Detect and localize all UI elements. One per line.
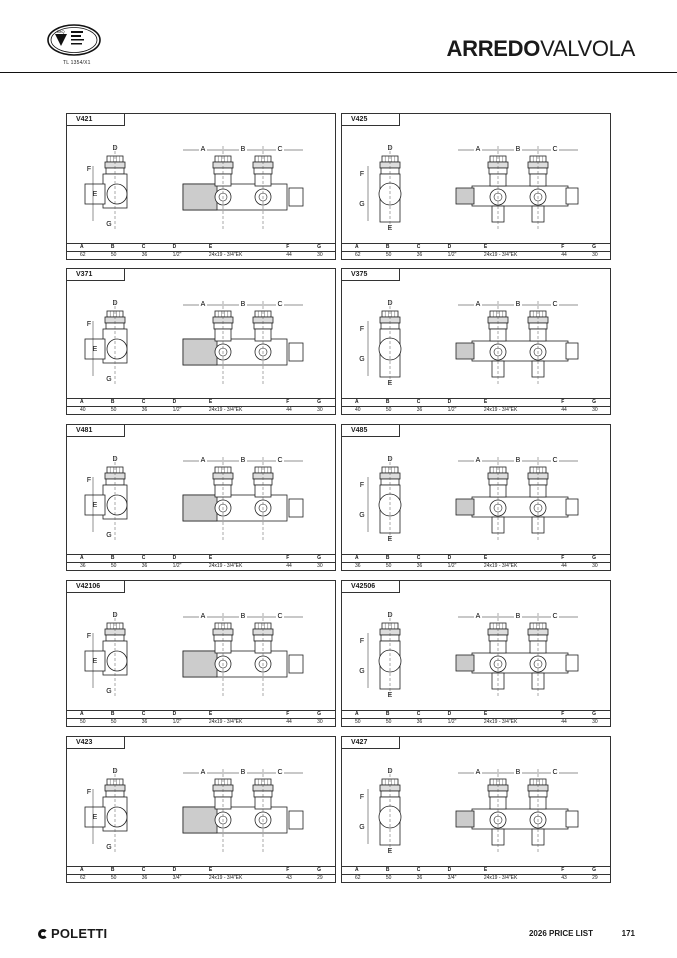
certification-code: TL 1354/X1 <box>63 60 91 66</box>
column-header: C <box>404 867 435 875</box>
header-divider <box>0 72 677 73</box>
product-card <box>341 424 611 571</box>
dimension-label: A <box>475 301 481 308</box>
dimension-label: D <box>112 300 118 307</box>
column-header: F <box>273 711 304 719</box>
dimension-label: F <box>86 321 92 328</box>
dimension-label: E <box>387 848 393 855</box>
dimension-value: 50 <box>373 407 404 415</box>
dimension-value: 24x19 - 3/4"EK <box>471 719 548 727</box>
technical-drawing <box>342 437 610 555</box>
dimension-label: C <box>277 146 283 153</box>
dimension-label: D <box>387 300 393 307</box>
dimension-label: F <box>86 633 92 640</box>
dimension-value: 1/2" <box>435 407 471 415</box>
column-header: G <box>304 244 335 252</box>
dimension-value: 44 <box>548 563 579 571</box>
technical-drawing <box>67 281 335 399</box>
dimension-label: B <box>240 613 246 620</box>
dimension-label: G <box>106 376 112 383</box>
dimension-value: 44 <box>548 407 579 415</box>
dimension-label: G <box>106 221 112 228</box>
dimension-value: 36 <box>129 875 160 883</box>
dimension-value: 1/2" <box>435 252 471 260</box>
dimension-value: 1/2" <box>160 563 196 571</box>
dimension-label: E <box>92 346 98 353</box>
column-header: C <box>404 399 435 407</box>
column-header: A <box>67 399 98 407</box>
dimension-label: D <box>112 612 118 619</box>
dimension-table <box>67 243 335 259</box>
dimension-label: D <box>112 456 118 463</box>
dimension-value: 30 <box>304 563 335 571</box>
dimension-value: 36 <box>404 407 435 415</box>
column-header: C <box>404 244 435 252</box>
column-header: A <box>342 399 373 407</box>
dimension-value: 1/2" <box>160 252 196 260</box>
dimension-value: 30 <box>304 719 335 727</box>
product-code: V42506 <box>342 581 400 593</box>
column-header: F <box>548 867 579 875</box>
dimension-label: A <box>475 613 481 620</box>
dimension-label: D <box>387 456 393 463</box>
column-header: E <box>471 867 548 875</box>
column-header: B <box>373 867 404 875</box>
dimension-label: C <box>552 146 558 153</box>
dimension-table-header <box>67 555 335 563</box>
dimension-value: 50 <box>342 719 373 727</box>
column-header: D <box>160 867 196 875</box>
dimension-table-header <box>342 399 610 407</box>
dimension-value: 24x19 - 3/4"EK <box>196 407 273 415</box>
dimension-label: E <box>92 658 98 665</box>
dimension-table-row <box>67 719 335 727</box>
product-card <box>66 113 336 260</box>
dimension-table-header <box>342 244 610 252</box>
product-code: V42106 <box>67 581 125 593</box>
column-header: E <box>471 399 548 407</box>
dimension-label: G <box>359 512 365 519</box>
column-header: C <box>129 399 160 407</box>
dimension-label: G <box>359 668 365 675</box>
footer-logo <box>38 926 107 941</box>
dimension-label: C <box>552 613 558 620</box>
dimension-value: 36 <box>129 719 160 727</box>
dimension-value: 43 <box>273 875 304 883</box>
dimension-label: B <box>515 457 521 464</box>
dimension-label: F <box>86 477 92 484</box>
dimension-label: B <box>240 301 246 308</box>
dimension-table <box>67 866 335 882</box>
dimension-value: 43 <box>548 875 579 883</box>
column-header: E <box>471 711 548 719</box>
column-header: G <box>579 244 610 252</box>
dimension-value: 50 <box>98 719 129 727</box>
dimension-label: C <box>277 613 283 620</box>
dimension-label: A <box>200 613 206 620</box>
column-header: G <box>304 711 335 719</box>
column-header: D <box>435 555 471 563</box>
column-header: A <box>67 555 98 563</box>
technical-drawing <box>342 749 610 867</box>
dimension-label: F <box>359 171 365 178</box>
column-header: G <box>579 711 610 719</box>
dimension-value: 24x19 - 3/4"EK <box>471 252 548 260</box>
product-code: V425 <box>342 114 400 126</box>
dimension-label: B <box>515 301 521 308</box>
dimension-value: 50 <box>373 719 404 727</box>
dimension-label: F <box>359 482 365 489</box>
column-header: A <box>67 244 98 252</box>
column-header: F <box>548 711 579 719</box>
dimension-value: 1/2" <box>160 719 196 727</box>
column-header: D <box>160 244 196 252</box>
column-header: E <box>196 711 273 719</box>
dimension-table-row <box>67 563 335 571</box>
dimension-label: C <box>552 457 558 464</box>
dimension-table <box>67 710 335 726</box>
dimension-value: 36 <box>342 563 373 571</box>
dimension-table-row <box>67 407 335 415</box>
dimension-value: 50 <box>373 252 404 260</box>
dimension-label: G <box>106 532 112 539</box>
dimension-table-row <box>342 563 610 571</box>
column-header: B <box>98 867 129 875</box>
column-header: B <box>373 711 404 719</box>
column-header: E <box>196 244 273 252</box>
product-card <box>66 424 336 571</box>
column-header: A <box>342 555 373 563</box>
brand-title-bold: ARREDO <box>446 36 541 61</box>
dimension-label: B <box>240 769 246 776</box>
dimension-label: E <box>92 502 98 509</box>
dimension-table-header <box>342 711 610 719</box>
dimension-value: 24x19 - 3/4"EK <box>471 563 548 571</box>
dimension-label: A <box>200 301 206 308</box>
column-header: G <box>579 555 610 563</box>
column-header: G <box>304 399 335 407</box>
dimension-label: E <box>387 692 393 699</box>
column-header: D <box>160 399 196 407</box>
dimension-label: B <box>240 146 246 153</box>
dimension-label: A <box>200 457 206 464</box>
dimension-value: 44 <box>273 719 304 727</box>
column-header: B <box>98 399 129 407</box>
product-code: V427 <box>342 737 400 749</box>
technical-drawing <box>342 126 610 244</box>
column-header: C <box>129 867 160 875</box>
column-header: E <box>196 867 273 875</box>
dimension-value: 50 <box>373 875 404 883</box>
dimension-table-row <box>67 875 335 883</box>
dimension-value: 36 <box>129 407 160 415</box>
column-header: A <box>342 867 373 875</box>
column-header: D <box>435 867 471 875</box>
dimension-value: 30 <box>579 407 610 415</box>
product-card <box>66 580 336 727</box>
column-header: B <box>373 555 404 563</box>
technical-drawing <box>342 281 610 399</box>
dimension-table <box>342 243 610 259</box>
column-header: A <box>67 711 98 719</box>
column-header: D <box>435 399 471 407</box>
dimension-value: 50 <box>98 407 129 415</box>
column-header: D <box>435 244 471 252</box>
dimension-value: 62 <box>67 252 98 260</box>
dimension-label: G <box>359 824 365 831</box>
dimension-value: 36 <box>404 252 435 260</box>
dimension-label: D <box>387 145 393 152</box>
dimension-value: 24x19 - 3/4"EK <box>196 719 273 727</box>
dimension-value: 62 <box>342 875 373 883</box>
dimension-label: E <box>387 225 393 232</box>
column-header: C <box>129 711 160 719</box>
dimension-value: 36 <box>129 252 160 260</box>
column-header: C <box>129 555 160 563</box>
technical-drawing <box>342 593 610 711</box>
dimension-value: 62 <box>342 252 373 260</box>
column-header: B <box>98 244 129 252</box>
column-header: F <box>548 399 579 407</box>
dimension-value: 50 <box>67 719 98 727</box>
product-card <box>66 736 336 883</box>
dimension-value: 50 <box>98 563 129 571</box>
product-card <box>341 268 611 415</box>
column-header: B <box>98 555 129 563</box>
dimension-value: 44 <box>273 563 304 571</box>
dimension-table-row <box>342 875 610 883</box>
dimension-label: F <box>359 326 365 333</box>
dimension-value: 1/2" <box>435 719 471 727</box>
dimension-table-header <box>342 867 610 875</box>
dimension-value: 50 <box>373 563 404 571</box>
dimension-table <box>342 710 610 726</box>
dimension-value: 1/2" <box>435 563 471 571</box>
dimension-table <box>67 554 335 570</box>
dimension-value: 50 <box>98 875 129 883</box>
dimension-value: 24x19 - 3/4"EK <box>471 875 548 883</box>
technical-drawing <box>67 437 335 555</box>
brand-title-light: VALVOLA <box>540 36 635 61</box>
dimension-value: 44 <box>548 252 579 260</box>
dimension-value: 40 <box>342 407 373 415</box>
column-header: E <box>471 244 548 252</box>
dimension-table <box>342 554 610 570</box>
product-code: V481 <box>67 425 125 437</box>
dimension-value: 62 <box>67 875 98 883</box>
product-code: V371 <box>67 269 125 281</box>
product-code: V421 <box>67 114 125 126</box>
column-header: F <box>548 555 579 563</box>
column-header: C <box>404 555 435 563</box>
price-list-label: 2026 PRICE LIST <box>528 929 593 938</box>
page-number: 171 <box>621 929 635 938</box>
product-card <box>341 580 611 727</box>
svg-text:IMQ: IMQ <box>57 29 65 34</box>
dimension-label: D <box>112 145 118 152</box>
dimension-label: D <box>112 768 118 775</box>
dimension-label: B <box>515 146 521 153</box>
dimension-label: E <box>387 380 393 387</box>
dimension-table <box>342 398 610 414</box>
dimension-label: G <box>106 688 112 695</box>
dimension-table-header <box>67 399 335 407</box>
dimension-value: 30 <box>579 563 610 571</box>
column-header: A <box>67 867 98 875</box>
product-code: V485 <box>342 425 400 437</box>
column-header: G <box>304 555 335 563</box>
dimension-label: E <box>387 536 393 543</box>
dimension-label: B <box>240 457 246 464</box>
column-header: F <box>273 555 304 563</box>
dimension-value: 1/2" <box>160 407 196 415</box>
column-header: B <box>373 244 404 252</box>
page-header <box>0 0 677 80</box>
dimension-value: 30 <box>579 252 610 260</box>
dimension-value: 24x19 - 3/4"EK <box>471 407 548 415</box>
dimension-value: 36 <box>404 563 435 571</box>
dimension-table-row <box>342 252 610 260</box>
dimension-label: F <box>86 789 92 796</box>
dimension-value: 40 <box>67 407 98 415</box>
dimension-label: G <box>359 201 365 208</box>
dimension-table-header <box>67 244 335 252</box>
dimension-value: 30 <box>304 252 335 260</box>
product-code: V375 <box>342 269 400 281</box>
dimension-label: C <box>552 301 558 308</box>
dimension-value: 36 <box>404 875 435 883</box>
dimension-value: 24x19 - 3/4"EK <box>196 563 273 571</box>
dimension-label: G <box>359 356 365 363</box>
column-header: A <box>342 711 373 719</box>
dimension-value: 50 <box>98 252 129 260</box>
product-card <box>341 736 611 883</box>
dimension-value: 44 <box>548 719 579 727</box>
dimension-table-header <box>67 711 335 719</box>
dimension-table-row <box>67 252 335 260</box>
column-header: F <box>273 867 304 875</box>
dimension-value: 44 <box>273 407 304 415</box>
dimension-value: 29 <box>304 875 335 883</box>
dimension-table-row <box>342 719 610 727</box>
dimension-value: 3/4" <box>160 875 196 883</box>
column-header: E <box>471 555 548 563</box>
dimension-label: B <box>515 769 521 776</box>
column-header: B <box>98 711 129 719</box>
dimension-table-header <box>67 867 335 875</box>
dimension-label: G <box>106 844 112 851</box>
dimension-table <box>342 866 610 882</box>
column-header: G <box>579 399 610 407</box>
dimension-label: F <box>359 638 365 645</box>
dimension-value: 30 <box>304 407 335 415</box>
dimension-value: 30 <box>579 719 610 727</box>
dimension-label: A <box>475 769 481 776</box>
footer-logo-text: POLETTI <box>51 926 108 941</box>
column-header: G <box>304 867 335 875</box>
dimension-label: E <box>92 191 98 198</box>
product-code: V423 <box>67 737 125 749</box>
column-header: D <box>160 555 196 563</box>
product-card <box>341 113 611 260</box>
column-header: D <box>435 711 471 719</box>
dimension-table <box>67 398 335 414</box>
column-header: B <box>373 399 404 407</box>
technical-drawing <box>67 126 335 244</box>
dimension-label: C <box>277 301 283 308</box>
dimension-label: D <box>387 612 393 619</box>
dimension-label: C <box>552 769 558 776</box>
column-header: C <box>404 711 435 719</box>
column-header: D <box>160 711 196 719</box>
dimension-label: F <box>86 166 92 173</box>
column-header: F <box>273 399 304 407</box>
dimension-label: C <box>277 769 283 776</box>
brand-title <box>447 36 635 62</box>
column-header: F <box>548 244 579 252</box>
dimension-label: F <box>359 794 365 801</box>
technical-drawing <box>67 593 335 711</box>
column-header: C <box>129 244 160 252</box>
dimension-value: 36 <box>129 563 160 571</box>
dimension-value: 3/4" <box>435 875 471 883</box>
dimension-value: 36 <box>67 563 98 571</box>
dimension-label: A <box>475 457 481 464</box>
dimension-label: A <box>475 146 481 153</box>
dimension-value: 44 <box>273 252 304 260</box>
column-header: F <box>273 244 304 252</box>
dimension-label: C <box>277 457 283 464</box>
dimension-table-row <box>342 407 610 415</box>
dimension-value: 29 <box>579 875 610 883</box>
column-header: E <box>196 399 273 407</box>
product-card <box>66 268 336 415</box>
technical-drawing <box>67 749 335 867</box>
dimension-label: A <box>200 769 206 776</box>
poletti-logo-icon <box>38 929 48 939</box>
dimension-label: D <box>387 768 393 775</box>
dimension-value: 36 <box>404 719 435 727</box>
dimension-table-header <box>342 555 610 563</box>
column-header: A <box>342 244 373 252</box>
column-header: G <box>579 867 610 875</box>
dimension-label: E <box>92 814 98 821</box>
dimension-label: A <box>200 146 206 153</box>
dimension-value: 24x19 - 3/4"EK <box>196 875 273 883</box>
dimension-label: B <box>515 613 521 620</box>
dimension-value: 24x19 - 3/4"EK <box>196 252 273 260</box>
column-header: E <box>196 555 273 563</box>
